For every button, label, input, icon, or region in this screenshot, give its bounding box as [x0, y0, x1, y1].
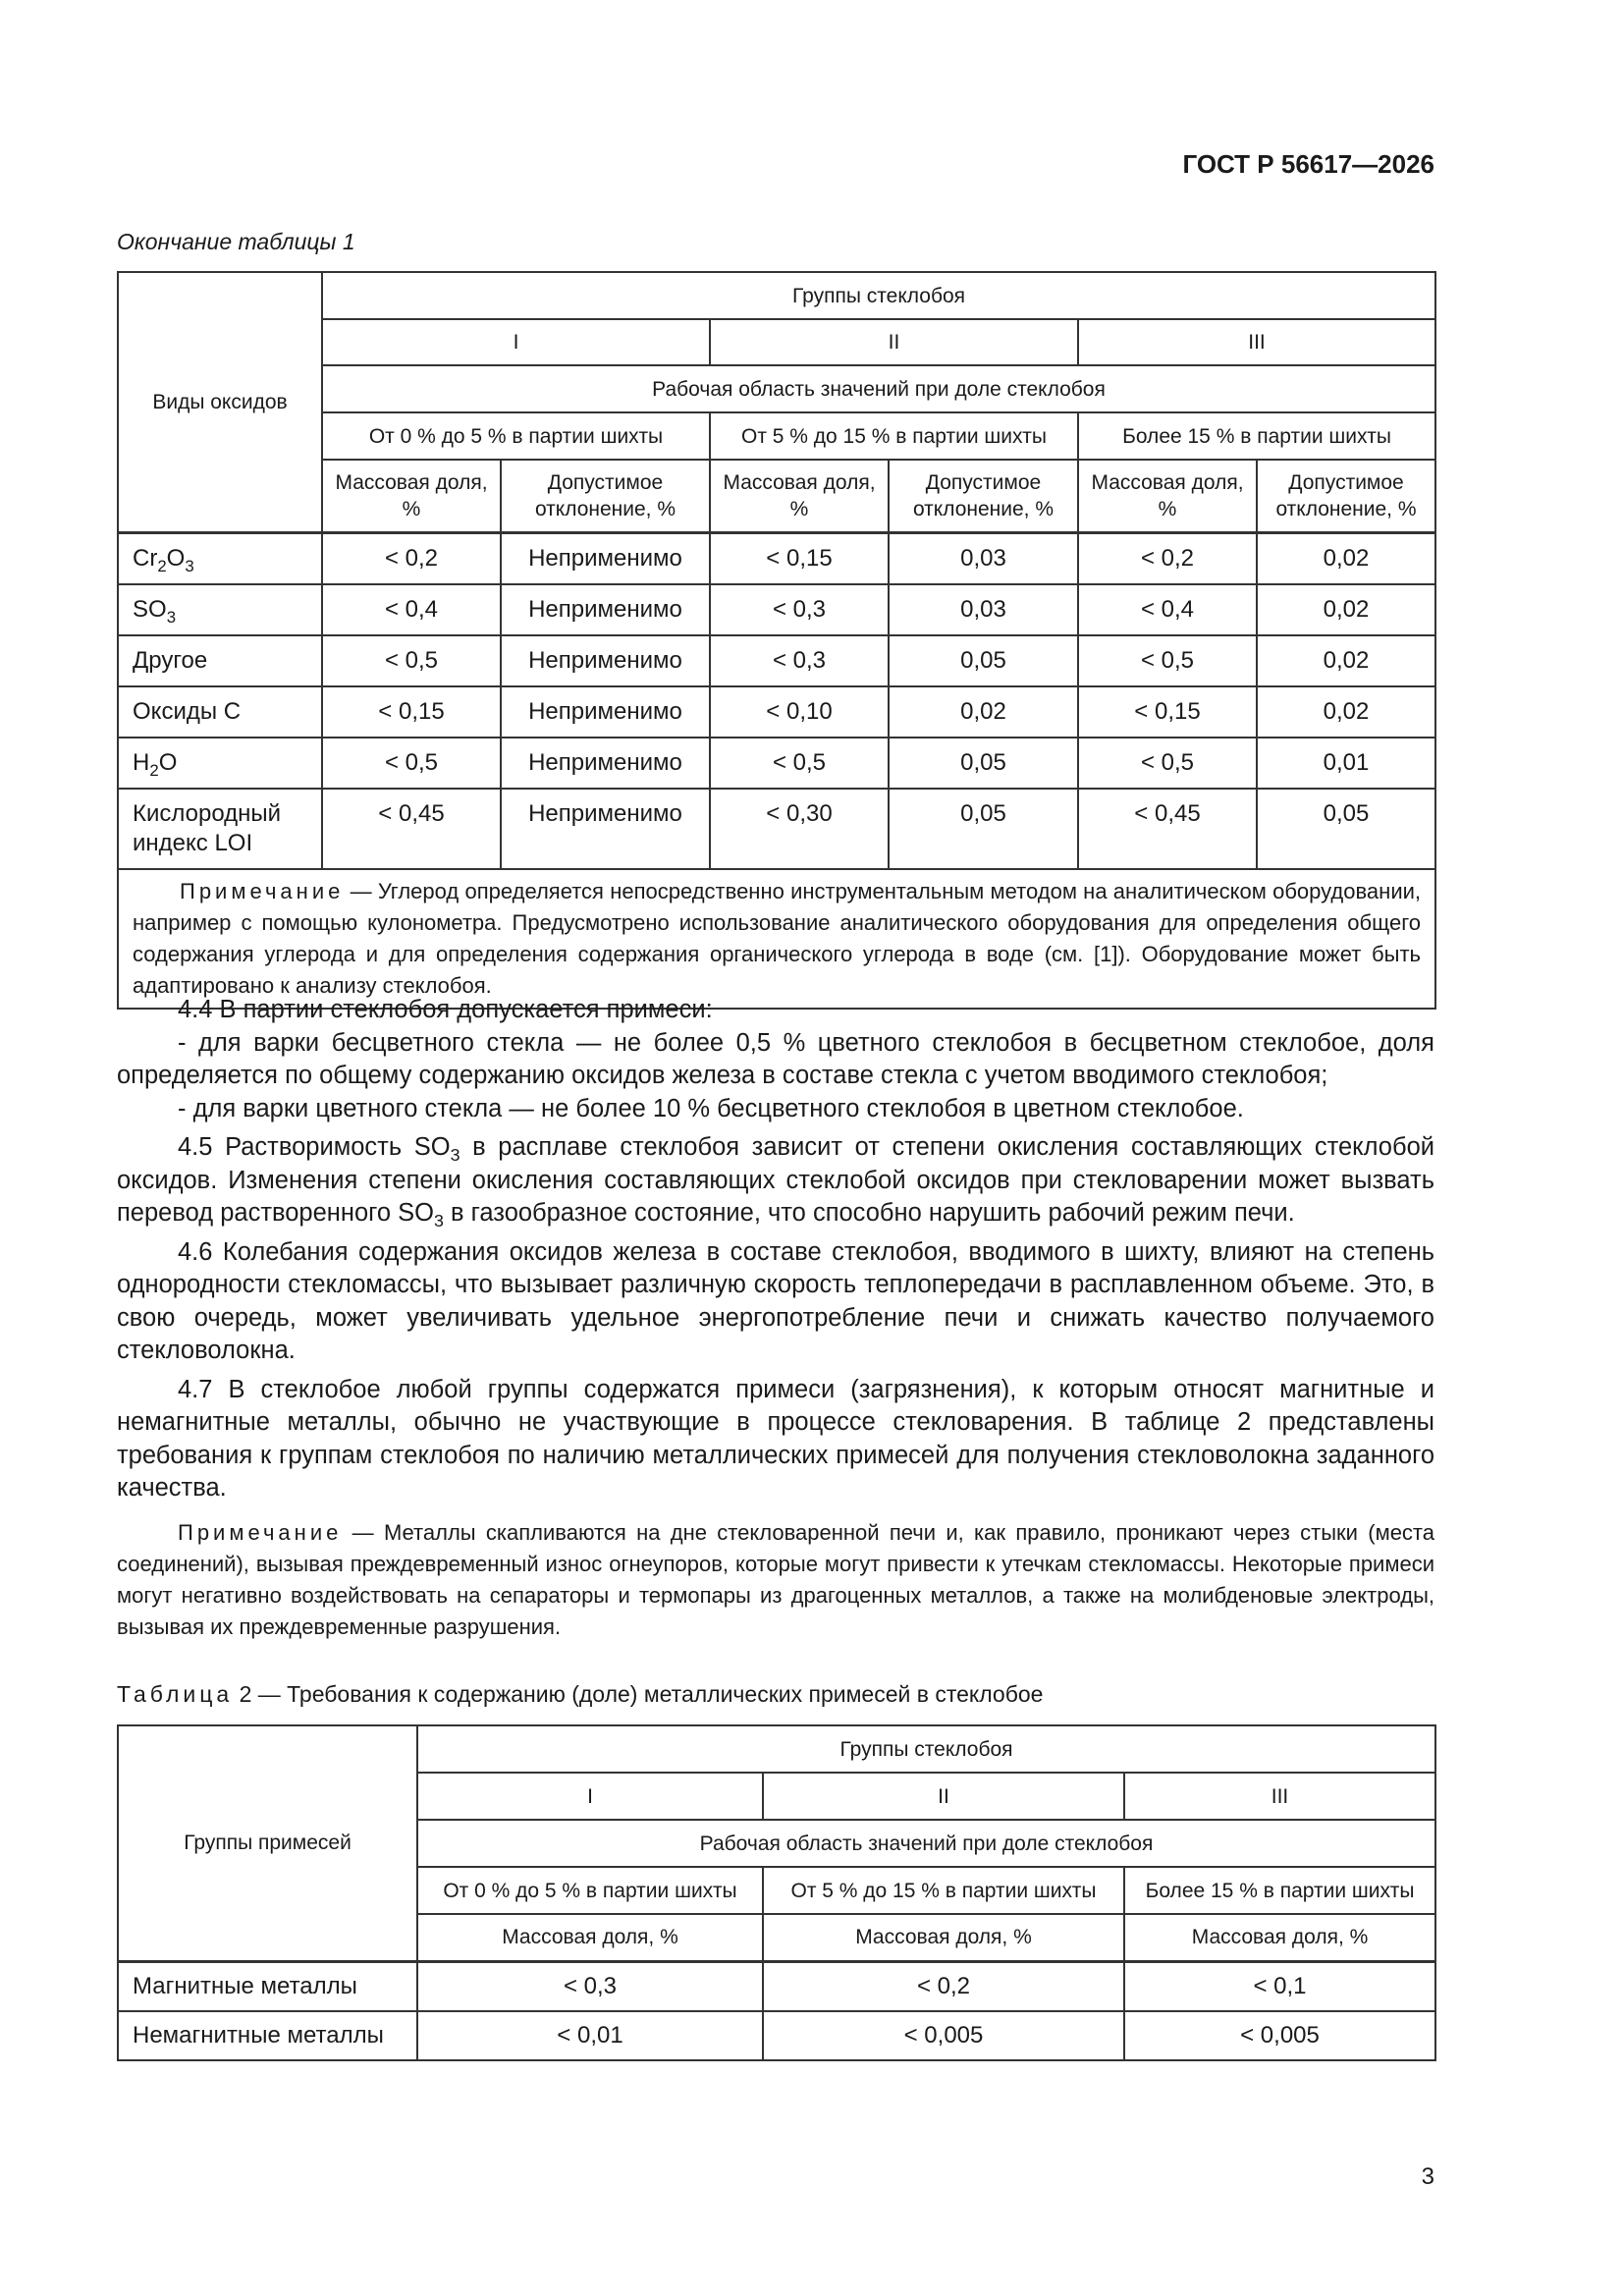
row-label-nonmagnetic: Немагнитные металлы	[118, 2011, 417, 2060]
table-cell: < 0,3	[710, 584, 889, 635]
oxides-table	[117, 271, 1436, 1010]
row-label-loi: Кислородный индекс LOI	[118, 789, 322, 869]
range-header-2: От 5 % до 15 % в партии шихты	[710, 412, 1078, 460]
table-cell: < 0,2	[322, 532, 501, 584]
table-label: Таблица	[117, 1681, 234, 1707]
note-text: — Металлы скапливаются на дне стекловаренной печи и, как правило, проникают через стыки (места соединений), вызывая преждевременный износ огнеупоров, которые могут привести к утечкам стекломассы. Некоторые примеси могут негативно воздействовать на сепараторы и термопары из драгоценных металлов, а также на молибденовые электроды, вызывая их преждевременные разрушения.	[117, 1519, 1434, 1639]
col-mass-2: Массовая доля, %	[710, 460, 889, 532]
group-header-1: I	[322, 319, 710, 365]
table-cell: < 0,5	[1078, 635, 1257, 686]
table-cell: < 0,2	[763, 1961, 1124, 2011]
table-title: 2 — Требования к содержанию (доле) металлических примесей в стеклобое	[233, 1681, 1044, 1707]
text-span: в газообразное состояние, что способно нарушить рабочий режим печи.	[443, 1199, 1295, 1227]
paragraph-4-6: 4.6 Колебания содержания оксидов железа в составе стеклобоя, вводимого в шихту, влияют на степень однородности стекломассы, что вызывает различную скорость теплопередачи в расплавленном объеме. Это, в свою очередь, может увеличивать удельное энергопотребление печи и снижать качество получаемого стекловолокна.	[117, 1237, 1434, 1364]
table-cell: 0,02	[1257, 686, 1435, 738]
table-row	[118, 635, 1435, 686]
table-cell: < 0,4	[1078, 584, 1257, 635]
table-cell: < 0,4	[322, 584, 501, 635]
row-header-oxide-types: Виды оксидов	[118, 272, 322, 532]
row-label-magnetic: Магнитные металлы	[118, 1961, 417, 2011]
table-cell: < 0,15	[322, 686, 501, 738]
table-cell: < 0,005	[763, 2011, 1124, 2060]
table-cell: 0,05	[889, 635, 1078, 686]
list-item-colorless: - для варки бесцветного стекла — не более 0,5 % цветного стеклобоя в бесцветном стеклобое, доля определяется по общему содержанию оксидов железа в составе стекла с учетом вводимого стеклобоя;	[117, 1028, 1434, 1089]
table-cell: < 0,15	[710, 532, 889, 584]
table-cell: < 0,5	[322, 635, 501, 686]
table-cell: < 0,2	[1078, 532, 1257, 584]
table2-caption	[117, 1681, 1043, 1708]
row-header-impurity-groups: Группы примесей	[118, 1725, 417, 1961]
metal-impurities-table	[117, 1724, 1436, 2061]
table-cell: < 0,30	[710, 789, 889, 869]
table-cell: Неприменимо	[501, 738, 710, 789]
table-row	[118, 2011, 1435, 2060]
group-header-3: III	[1124, 1773, 1435, 1820]
range-header-1: От 0 % до 5 % в партии шихты	[417, 1867, 763, 1914]
table-cell: < 0,1	[1124, 1961, 1435, 2011]
table-cell: < 0,005	[1124, 2011, 1435, 2060]
groups-title: Группы стеклобоя	[417, 1725, 1435, 1773]
col-deviation-3: Допустимое отклонение, %	[1257, 460, 1435, 532]
table-cell: 0,02	[889, 686, 1078, 738]
list-item-colored: - для варки цветного стекла — не более 10 % бесцветного стеклобоя в цветном стеклобое.	[178, 1094, 1244, 1122]
note-text: — Углерод определяется непосредственно инструментальным методом на аналитическом оборудовании, например с помощью кулонометра. Предусмотрено использование аналитического оборудования для определения общего содержания углерода и для определения содержания органического углерода в воде (см. [1]). Оборудование может быть адаптировано к анализу стеклобоя.	[133, 878, 1422, 998]
col-mass-3: Массовая доля, %	[1078, 460, 1257, 532]
range-header-2: От 5 % до 15 % в партии шихты	[763, 1867, 1124, 1914]
row-label-cr2o3: $Cr_2O_3$	[118, 532, 322, 584]
table-cell: < 0,45	[1078, 789, 1257, 869]
table-cell: 0,02	[1257, 532, 1435, 584]
col-mass-1: Массовая доля, %	[417, 1914, 763, 1961]
table-row	[118, 584, 1435, 635]
table-cell: < 0,01	[417, 2011, 763, 2060]
range-header-1: От 0 % до 5 % в партии шихты	[322, 412, 710, 460]
table-cell: < 0,5	[710, 738, 889, 789]
document-standard-number: ГОСТ Р 56617—2026	[1182, 149, 1434, 179]
paragraph-4-5	[117, 1131, 1434, 1230]
range-header-3: Более 15 % в партии шихты	[1124, 1867, 1435, 1914]
metals-note	[117, 1517, 1434, 1643]
table-cell: < 0,5	[322, 738, 501, 789]
table-cell: 0,02	[1257, 635, 1435, 686]
paragraph-4-4: 4.4 В партии стеклобоя допускается примеси:	[178, 996, 713, 1023]
text-span: в расплаве стеклобоя зависит от степени окисления составляющих стеклобой оксидов. Изменения степени окисления составляющих стеклобой оксидов при стекловарении может вызвать перевод растворенного SO	[117, 1133, 1434, 1227]
col-mass-2: Массовая доля, %	[763, 1914, 1124, 1961]
table-row	[118, 532, 1435, 584]
range-header-3: Более 15 % в партии шихты	[1078, 412, 1435, 460]
row-label-carbon-oxides: Оксиды C	[118, 686, 322, 738]
col-mass-3: Массовая доля, %	[1124, 1914, 1435, 1961]
table-cell: 0,05	[889, 738, 1078, 789]
table-cell: < 0,3	[417, 1961, 763, 2011]
subscript: 3	[450, 1145, 460, 1165]
col-deviation-1: Допустимое отклонение, %	[501, 460, 710, 532]
table-cell: < 0,5	[1078, 738, 1257, 789]
table-row	[118, 738, 1435, 789]
table-cell: 0,02	[1257, 584, 1435, 635]
table-cell: 0,03	[889, 584, 1078, 635]
groups-title: Группы стеклобоя	[322, 272, 1435, 319]
table-cell: < 0,3	[710, 635, 889, 686]
table-cell: 0,01	[1257, 738, 1435, 789]
range-title: Рабочая область значений при доле стеклобоя	[417, 1820, 1435, 1867]
subscript: 3	[434, 1211, 444, 1230]
table-row	[118, 686, 1435, 738]
col-mass-1: Массовая доля, %	[322, 460, 501, 532]
range-title: Рабочая область значений при доле стеклобоя	[322, 365, 1435, 412]
table-cell: Неприменимо	[501, 532, 710, 584]
note-label: Примечание	[180, 878, 345, 903]
paragraph-4-7: 4.7 В стеклобое любой группы содержатся примеси (загрязнения), к которым относят магнитные и немагнитные металлы, обычно не участвующие в процессе стекловарения. В таблице 2 представлены требования к группам стеклобоя по наличию металлических примесей для получения стекловолокна заданного качества.	[117, 1375, 1434, 1502]
group-header-2: II	[763, 1773, 1124, 1820]
table-continuation-caption: Окончание таблицы 1	[117, 229, 355, 254]
table-cell: Неприменимо	[501, 789, 710, 869]
page-number: 3	[1421, 2163, 1434, 2190]
table-cell: 0,03	[889, 532, 1078, 584]
table-cell: < 0,10	[710, 686, 889, 738]
main-body-text	[117, 994, 1434, 1643]
group-header-1: I	[417, 1773, 763, 1820]
table-row	[118, 789, 1435, 869]
table1-note	[118, 869, 1435, 1009]
row-label-other: Другое	[118, 635, 322, 686]
table-cell: 0,05	[1257, 789, 1435, 869]
col-deviation-2: Допустимое отклонение, %	[889, 460, 1078, 532]
table-cell: 0,05	[889, 789, 1078, 869]
text-span: 4.5 Растворимость SO	[178, 1133, 451, 1161]
table-row	[118, 1961, 1435, 2011]
note-label: Примечание	[178, 1519, 343, 1545]
table-cell: Неприменимо	[501, 584, 710, 635]
group-header-2: II	[710, 319, 1078, 365]
table-cell: < 0,45	[322, 789, 501, 869]
row-label-h2o: $H_2O$	[118, 738, 322, 789]
row-label-so3: $SO_3$	[118, 584, 322, 635]
table-cell: Неприменимо	[501, 635, 710, 686]
table-cell: Неприменимо	[501, 686, 710, 738]
table-cell: < 0,15	[1078, 686, 1257, 738]
group-header-3: III	[1078, 319, 1435, 365]
